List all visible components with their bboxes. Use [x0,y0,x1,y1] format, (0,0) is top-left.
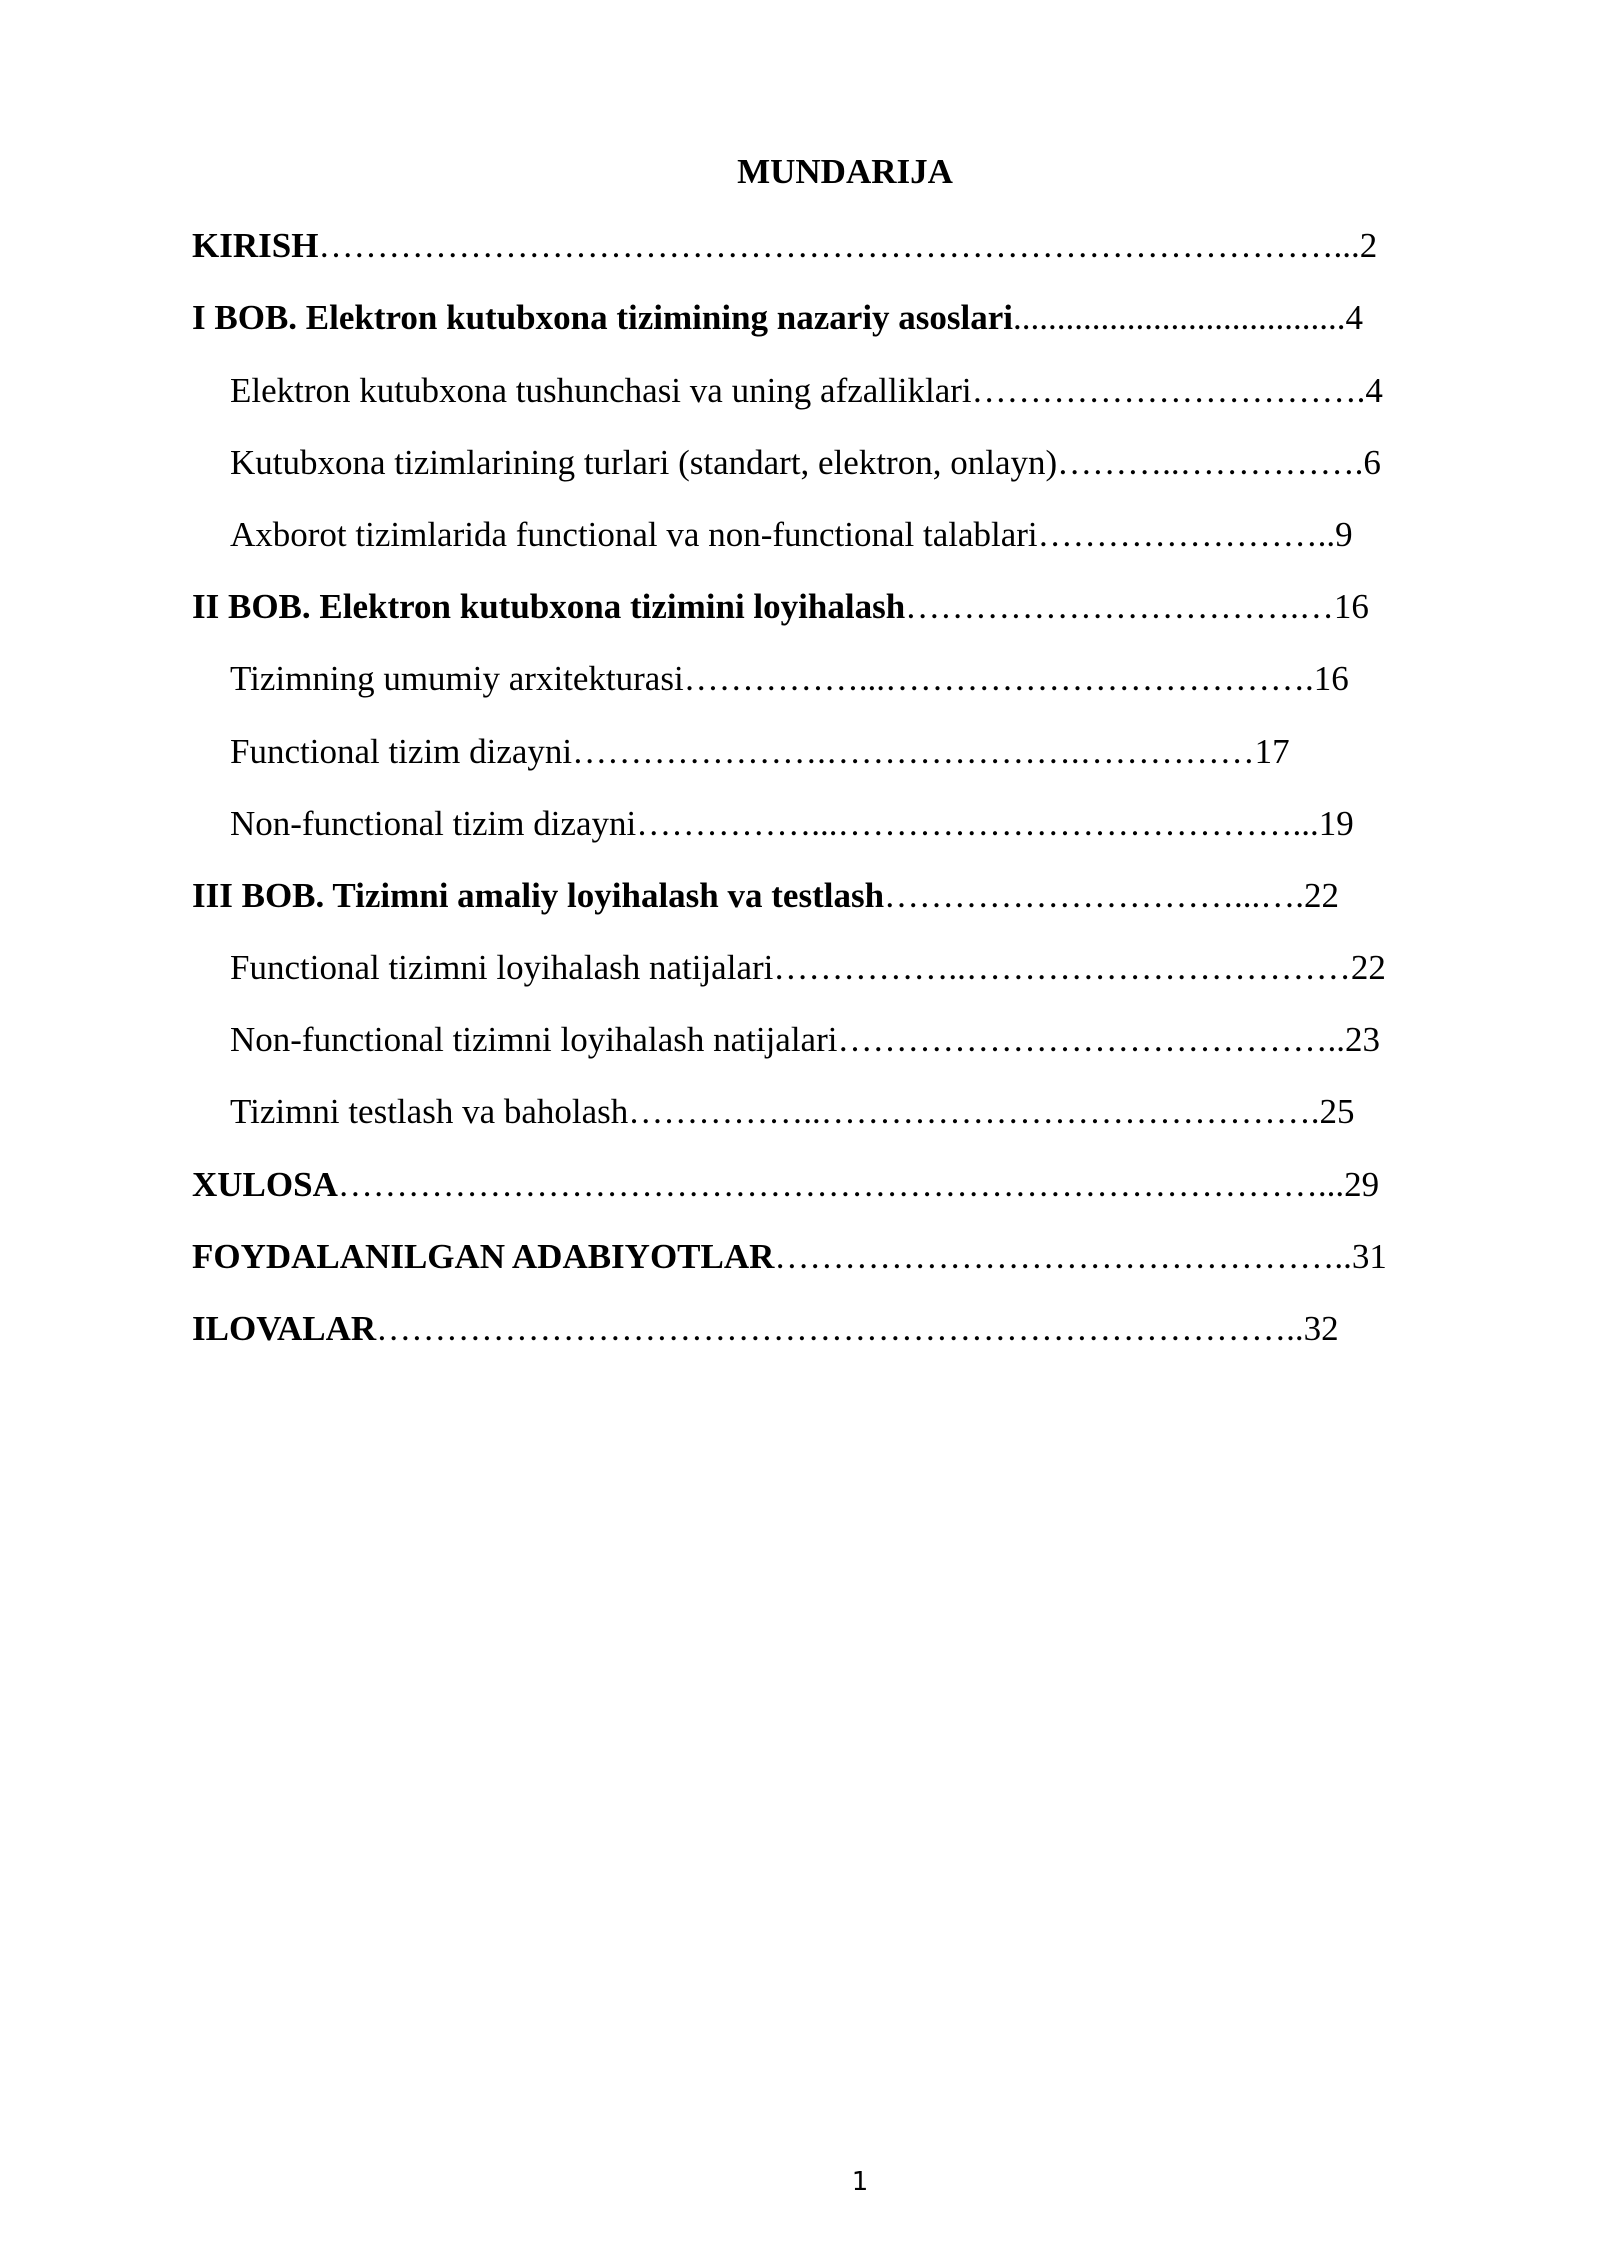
toc-entry-label: Non-functional tizimni loyihalash natijalari [230,1020,838,1059]
toc-entry-section [230,800,1490,848]
toc-entry-label: Axborot tizimlarida functional va non-functional talablari [230,515,1038,554]
toc-entry-leader: ……………..…………………………… [773,948,1351,987]
toc-entry-page: 2 [1359,226,1378,265]
toc-entry-leader: …………………….. [1037,515,1336,554]
toc-entry-section [230,944,1490,992]
toc-entry-page: 4 [1345,298,1364,337]
toc-entry-leader: ………………….………………….…………… [572,732,1255,771]
toc-entry-label: Elektron kutubxona tushunchasi va uning afzalliklari [230,371,972,410]
toc-entry-page: 16 [1313,659,1349,698]
toc-entry-leader: …………………………………………………………………….. [376,1309,1304,1348]
toc-entry-leader: …………………………………….. [837,1020,1345,1059]
toc-entry-label: Functional tizimni loyihalash natijalari [230,948,774,987]
toc-entry-label: Non-functional tizim dizayni [230,804,637,843]
toc-entry-label: Tizimni testlash va baholash [230,1092,629,1131]
toc-entry-page: 16 [1333,587,1369,626]
toc-entry-page: 17 [1254,732,1290,771]
toc-entry-leader: …………………………….… [905,587,1334,626]
toc-entry-leader: …………………………...…. [884,876,1305,915]
toc-entry-page: 6 [1363,443,1381,482]
toc-entry-page: 19 [1318,804,1354,843]
toc-entry-page: 9 [1335,515,1353,554]
toc-entry-chapter-1 [192,294,1497,342]
toc-entry-page: 22 [1304,876,1340,915]
toc-entry-label: I BOB. Elektron kutubxona tizimining nazariy asoslari [192,298,1014,337]
toc-entry-label: Tizimning umumiy arxitekturasi [230,659,684,698]
toc-entry-section [230,655,1490,703]
toc-entry-label: II BOB. Elektron kutubxona tizimini loyihalash [192,587,906,626]
toc-entry-page: 32 [1303,1309,1339,1348]
toc-entry-page: 22 [1350,948,1386,987]
toc-entry-section [230,367,1490,415]
toc-entry-references [192,1233,1497,1281]
toc-entry-label: FOYDALANILGAN ADABIYOTLAR [192,1237,775,1276]
toc-entry-kirish [192,222,1497,270]
page-title: MUNDARIJA [737,152,953,191]
toc-entry-label: Kutubxona tizimlarining turlari (standart, elektron, onlayn) [230,443,1058,482]
toc-entry-leader: ……………..……………………………………. [628,1092,1320,1131]
toc-entry-page: 31 [1351,1237,1387,1276]
toc-entry-label: KIRISH [192,226,319,265]
toc-entry-section [230,511,1490,559]
toc-entry-section [230,439,1490,487]
toc-entry-label: III BOB. Tizimni amaliy loyihalash va testlash [192,876,885,915]
toc-entry-page: 29 [1344,1165,1380,1204]
page-number: 1 [851,2167,869,2197]
toc-entry-section [230,1088,1490,1136]
toc-entry-page: 4 [1365,371,1383,410]
toc-entry-leader: ………..……………. [1057,443,1364,482]
toc-entry-chapter-3 [192,872,1497,920]
toc-entry-section [230,728,1490,776]
toc-entry-leader: ……………………………………………………………………………... [318,226,1360,265]
toc-entry-chapter-2 [192,583,1497,631]
toc-entry-label: Functional tizim dizayni [230,732,573,771]
toc-entry-leader: ……………………………. [971,371,1366,410]
toc-entry-leader: ………………………………………….. [774,1237,1352,1276]
toc-entry-label: ILOVALAR [192,1309,377,1348]
toc-entry-leader: …………………………………………………………………………... [337,1165,1345,1204]
toc-entry-leader: ……………...…………………………………... [636,804,1319,843]
toc-entry-appendices [192,1305,1497,1353]
toc-entry-leader: ...................................... [1013,298,1346,337]
toc-entry-leader: ……………...………………………………. [683,659,1314,698]
toc-entry-page: 23 [1344,1020,1380,1059]
toc-entry-section [230,1016,1490,1064]
toc-entry-page: 25 [1319,1092,1355,1131]
toc-entry-label: XULOSA [192,1165,338,1204]
toc-entry-xulosa [192,1161,1497,1209]
